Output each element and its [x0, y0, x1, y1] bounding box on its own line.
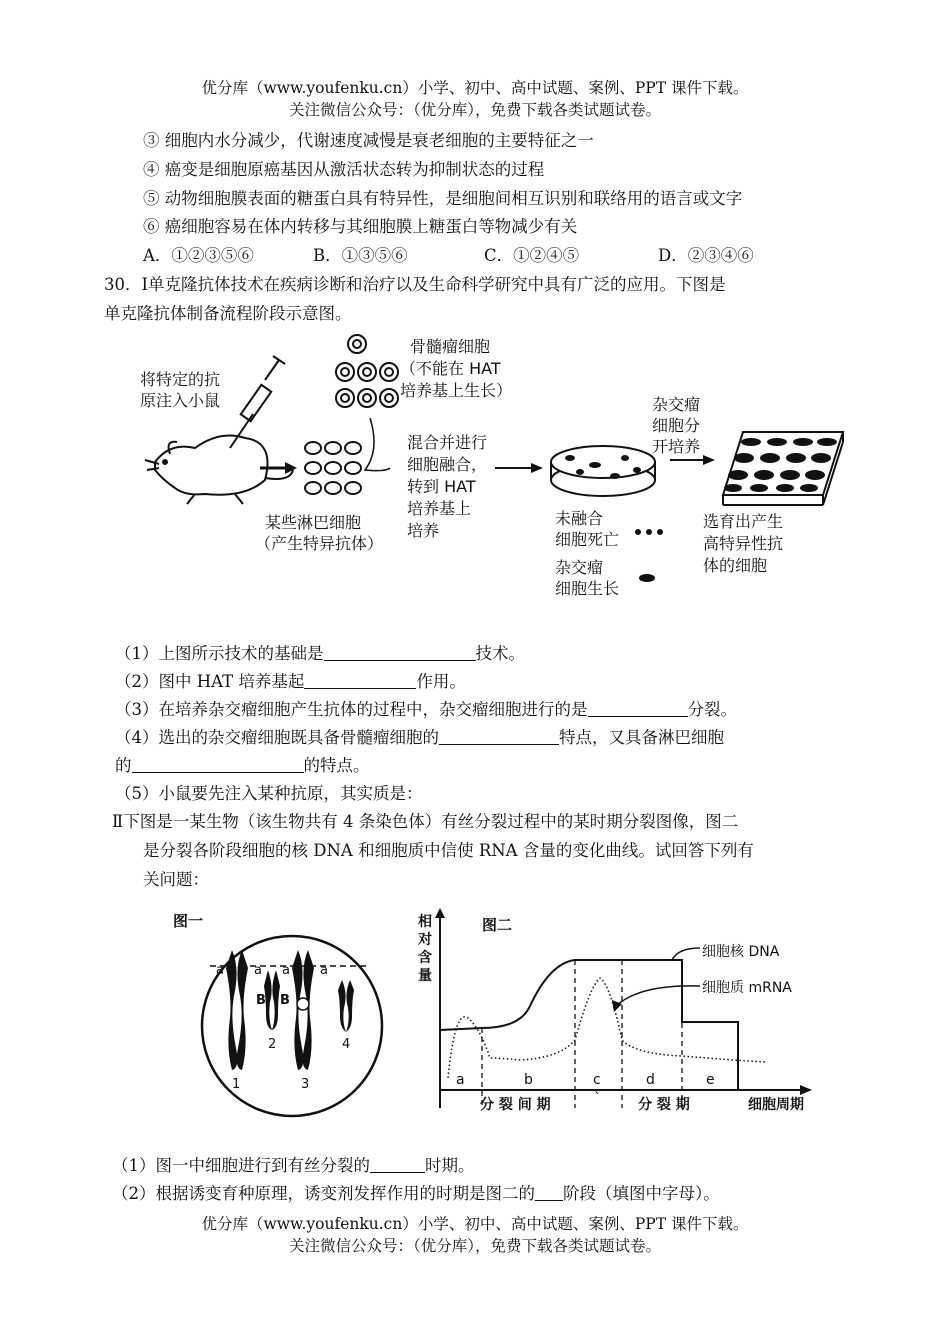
q30-part2-line3: 关问题： [143, 870, 209, 889]
q30-sub5: （5）小鼠要先注入某种抗原，其实质是： [115, 784, 423, 803]
answer-blank[interactable] [304, 672, 416, 689]
mitosis-label: 分 裂 期 [638, 1097, 690, 1113]
allele-label: a [320, 963, 328, 978]
chromosome-2 [264, 970, 280, 1030]
myeloma-cluster [336, 335, 398, 407]
lymph-label-1: 某些淋巴细胞 [265, 513, 362, 532]
mix-label-3: 转到 HAT [407, 477, 476, 496]
q30-sub4-cont: 的 的特点。 [115, 756, 370, 775]
dna-label: 细胞核 DNA [702, 944, 780, 960]
arrow-icon [670, 455, 715, 465]
y-axis-arrow [435, 908, 445, 918]
answer-blank[interactable] [370, 1156, 425, 1173]
inject-label-2: 原注入小鼠 [140, 391, 221, 410]
q29-option-d: D．②③④⑥ [658, 246, 754, 265]
q29-option-a: A．①②③⑤⑥ [143, 246, 254, 265]
myeloma-label-1: 骨髓瘤细胞 [410, 337, 491, 356]
syringe-icon [230, 356, 285, 448]
q30-part2-line1: Ⅱ下图是一某生物（该生物共有 4 条染色体）有丝分裂过程中的某时期分裂图像，图二 [112, 812, 739, 831]
allele-label: a [282, 963, 290, 978]
interphase-label: 分 裂 间 期 [480, 1097, 551, 1113]
hybridoma-grow-label-2: 细胞生长 [555, 579, 620, 598]
q30-sub1: （1）上图所示技术的基础是 技术。 [115, 644, 525, 663]
q30-part2-sub1: （1）图一中细胞进行到有丝分裂的 时期。 [112, 1156, 475, 1175]
hybridoma-cell-icon [639, 574, 655, 582]
myeloma-label-3: 培养基上生长） [400, 381, 513, 400]
dna-pointer [672, 948, 700, 960]
stage-label: e [706, 1072, 715, 1088]
chromosome-3 [292, 950, 314, 1070]
mrna-label: 细胞质 mRNA [702, 980, 792, 996]
mix-label-5: 培养 [407, 521, 440, 540]
answer-blank[interactable] [535, 1184, 563, 1201]
figure-2-chart [410, 908, 825, 1123]
answer-blank[interactable] [324, 644, 476, 661]
select-label-1: 选育出产生 [703, 512, 784, 531]
q30-sub2: （2）图中 HAT 培养基起 作用。 [115, 672, 466, 691]
allele-label: a [216, 963, 224, 978]
q29-option-c: C．①②④⑤ [484, 246, 580, 265]
figure-1-cell [170, 908, 400, 1123]
stage-label: b [524, 1072, 533, 1088]
page-header-line1: 优分库（www.youfenku.cn）小学、初中、高中试题、案例、PPT 课件下载。 [201, 79, 749, 97]
mouse-illustration [145, 436, 293, 504]
dna-curve [440, 960, 738, 1090]
answer-blank[interactable] [588, 700, 688, 717]
q29-item-3: ③ 细胞内水分减少，代谢速度减慢是衰老细胞的主要特征之一 [143, 131, 594, 150]
chromosome-1 [226, 950, 248, 1070]
figure-1-title: 图一 [173, 912, 204, 930]
chromosome-number: 2 [268, 1037, 277, 1052]
hybridoma-grow-label-1: 杂交瘤 [555, 558, 604, 577]
hybridoma-separate-label-1: 杂交瘤 [652, 395, 701, 414]
page-footer-line1: 优分库（www.youfenku.cn）小学、初中、高中试题、案例、PPT 课件下载。 [201, 1215, 749, 1233]
hybridoma-separate-label-2: 细胞分 [652, 416, 701, 435]
chromosome-number: 1 [232, 1077, 241, 1092]
lymphocyte-cluster [305, 442, 361, 494]
page-footer-line2: 关注微信公众号：（优分库），免费下载各类试题试卷。 [288, 1237, 661, 1255]
q30-sub3: （3）在培养杂交瘤细胞产生抗体的过程中，杂交瘤细胞进行的是 分裂。 [115, 700, 737, 719]
page-header-line2: 关注微信公众号：（优分库），免费下载各类试题试卷。 [288, 101, 661, 119]
q29-item-6: ⑥ 癌细胞容易在体内转移与其细胞膜上糖蛋白等物减少有关 [143, 217, 578, 236]
q29-item-5: ⑤ 动物细胞膜表面的糖蛋白具有特异性，是细胞间相互识别和联络用的语言或文字 [143, 189, 743, 208]
myeloma-label-2: （不能在 HAT [400, 359, 501, 378]
inject-label-1: 将特定的抗 [140, 370, 221, 389]
chromosome-4 [338, 980, 354, 1032]
stage-label: c [593, 1072, 601, 1088]
chromosome-number: 3 [301, 1077, 310, 1092]
q30-intro-line2: 单克隆抗体制备流程阶段示意图。 [104, 304, 352, 323]
chromosome-number: 4 [342, 1037, 351, 1052]
arrow-icon [495, 463, 543, 473]
allele-label: B [280, 993, 290, 1008]
q30-part2-line2: 是分裂各阶段细胞的核 DNA 和细胞质中信使 RNA 含量的变化曲线。试回答下列有 [143, 841, 754, 860]
y-axis-label: 相 [418, 914, 432, 930]
select-label-2: 高特异性抗 [703, 534, 784, 553]
select-label-3: 体的细胞 [703, 556, 768, 575]
unfused-label-1: 未融合 [555, 509, 604, 528]
allele-label: a [254, 963, 262, 978]
q29-option-b: B．①③⑤⑥ [313, 246, 408, 265]
q30-part2-sub2: （2）根据诱变育种原理，诱变剂发挥作用的时期是图二的 阶段（填图中字母）。 [112, 1184, 720, 1203]
q30-intro-line1: 30．Ⅰ单克隆抗体技术在疾病诊断和治疗以及生命科学研究中具有广泛的应用。下图是 [104, 275, 726, 294]
y-axis-label: 含 [418, 950, 432, 966]
y-axis-label: 对 [418, 932, 432, 948]
mrna-pointer [616, 986, 700, 1006]
x-axis-arrow [800, 1085, 812, 1095]
q30-sub4: （4）选出的杂交瘤细胞既具备骨髓瘤细胞的 特点，又具备淋巴细胞 [115, 728, 724, 747]
mix-label-2: 细胞融合， [407, 455, 488, 474]
answer-blank[interactable] [439, 728, 559, 745]
hybridoma-separate-label-3: 开培养 [652, 437, 701, 456]
figure-2-title: 图二 [482, 916, 513, 934]
stage-label: d [646, 1072, 655, 1088]
mix-label-1: 混合并进行 [407, 433, 488, 452]
stage-label: a [456, 1072, 465, 1088]
mix-label-4: 培养基上 [407, 499, 472, 518]
connector-line [365, 418, 390, 471]
dead-cells-icon [635, 529, 663, 535]
monoclonal-antibody-diagram [125, 330, 845, 620]
cell-cycle-label: 细胞周期 [748, 1097, 804, 1113]
allele-label: B [256, 993, 266, 1008]
q29-item-4: ④ 癌变是细胞原癌基因从激活状态转为抑制状态的过程 [143, 160, 545, 179]
answer-blank[interactable] [132, 756, 304, 773]
y-axis-label: 量 [418, 968, 432, 984]
lymph-label-2: （产生特异抗体） [255, 534, 384, 553]
tick-mark: ` [594, 1091, 601, 1107]
unfused-label-2: 细胞死亡 [555, 530, 620, 549]
